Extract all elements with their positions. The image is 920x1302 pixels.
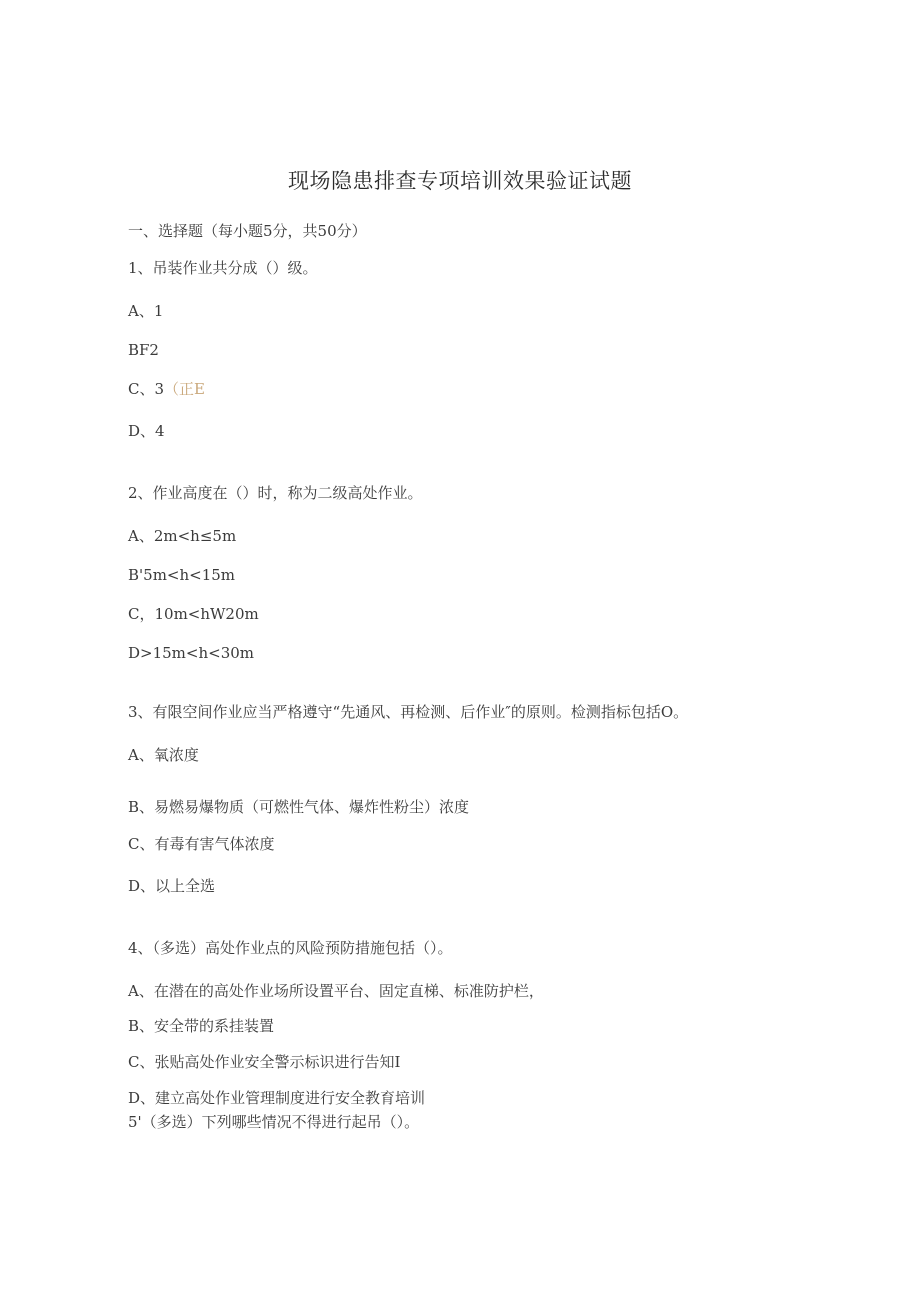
question-4-option-b: B、安全带的系挂装置: [128, 1017, 275, 1035]
question-2-option-a: A、2m<h≤5m: [128, 527, 237, 545]
question-4-option-a: A、在潜在的高处作业场所设置平台、固定直梯、标准防护栏，: [128, 982, 544, 1000]
question-1-option-d: D、4: [128, 422, 165, 440]
question-1-option-a: A、1: [128, 302, 164, 320]
question-3-stem: 3、有限空间作业应当严格遵守“先通风、再检测、后作业″的原则。检测指标包括O。: [128, 703, 689, 721]
question-4-stem: 4、（多选）高处作业点的风险预防措施包括（）。: [128, 939, 453, 957]
question-2-option-c: C，10m<hW20m: [128, 605, 259, 623]
question-2-option-d: D>15m<h<30m: [128, 644, 255, 662]
question-3-option-a: A、氧浓度: [128, 746, 199, 764]
question-3-option-d: D、以上全选: [128, 877, 216, 895]
question-2-option-b: B'5m<h<15m: [128, 566, 236, 584]
question-1-option-c: [128, 378, 205, 400]
question-5-stem: 5'（多选）下列哪些情况不得进行起吊（）。: [128, 1113, 420, 1131]
page-title: 现场隐患排查专项培训效果验证试题: [288, 169, 632, 193]
option-c-text: C、3: [128, 380, 165, 398]
question-1-stem: 1、吊装作业共分成（）级。: [128, 259, 318, 277]
answer-mark: （正E: [164, 380, 205, 398]
question-3-option-b: B、易燃易爆物质（可燃性气体、爆炸性粉尘）浓度: [128, 798, 470, 816]
question-4-option-d: D、建立高处作业管理制度进行安全教育培训: [128, 1089, 426, 1107]
question-2-stem: 2、作业高度在（）时，称为二级高处作业。: [128, 484, 423, 502]
question-3-option-c: C、有毒有害气体浓度: [128, 835, 275, 853]
question-4-option-c: C、张贴高处作业安全警示标识进行告知I: [128, 1053, 401, 1071]
section-heading: 一、选择题（每小题5分，共50分）: [128, 222, 367, 240]
question-1-option-b: BF2: [128, 341, 159, 359]
